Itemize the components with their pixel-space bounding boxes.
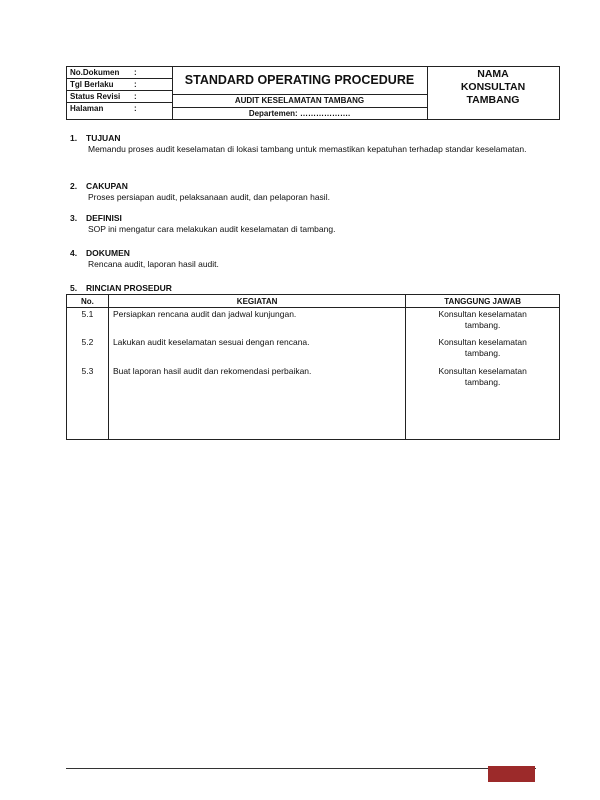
- meta-row-revision: Status Revisi :: [67, 91, 172, 103]
- section-heading: TUJUAN: [86, 133, 121, 143]
- section-cakupan: 2. CAKUPAN Proses persiapan audit, pelaksanaan audit, dan pelaporan hasil.: [70, 181, 548, 203]
- section-definisi: 3. DEFINISI SOP ini mengatur cara melakukan audit keselamatan di tambang.: [70, 213, 548, 235]
- row-activity: Buat laporan hasil audit dan rekomendasi perbaikan.: [108, 365, 405, 393]
- column-header-no: No.: [67, 295, 109, 308]
- document-title-block: [172, 67, 428, 119]
- section-heading: DOKUMEN: [86, 248, 130, 258]
- table-row-empty: [67, 393, 560, 440]
- row-number: 5.1: [67, 308, 109, 337]
- footer-accent-box: [488, 766, 535, 782]
- section-body: SOP ini mengatur cara melakukan audit keselamatan di tambang.: [88, 224, 336, 234]
- section-heading: DEFINISI: [86, 213, 122, 223]
- department-field: Departemen: ……………….: [248, 109, 351, 118]
- table-header-row: [67, 295, 560, 308]
- table-row: [67, 336, 560, 364]
- section-body: Memandu proses audit keselamatan di lokasi tambang untuk memastikan kepatuhan terhadap standar keselamatan.: [88, 144, 527, 154]
- section-rincian-prosedur: 5. RINCIAN PROSEDUR: [70, 283, 172, 293]
- row-responsibility: Konsultan keselamatan tambang.: [406, 308, 560, 337]
- section-body: Rencana audit, laporan hasil audit.: [88, 259, 219, 269]
- column-header-responsibility: TANGGUNG JAWAB: [406, 295, 560, 308]
- section-body: Proses persiapan audit, pelaksanaan audit, dan pelaporan hasil.: [88, 192, 330, 202]
- column-header-activity: KEGIATAN: [108, 295, 405, 308]
- document-title: STANDARD OPERATING PROCEDURE: [172, 67, 427, 95]
- table-row: [67, 308, 560, 337]
- footer-divider: [66, 768, 536, 769]
- meta-row-page: Halaman :: [70, 104, 137, 113]
- table-row: [67, 365, 560, 393]
- section-heading: RINCIAN PROSEDUR: [86, 283, 172, 293]
- company-name: NAMA KONSULTAN TAMBANG: [460, 68, 526, 106]
- meta-row-effective-date: Tgl Berlaku :: [67, 79, 172, 91]
- section-dokumen: 4. DOKUMEN Rencana audit, laporan hasil audit.: [70, 248, 548, 270]
- row-number: 5.3: [67, 365, 109, 393]
- document-meta: [67, 67, 173, 119]
- document-subtitle: AUDIT KESELAMATAN TAMBANG: [172, 95, 427, 108]
- row-responsibility: Konsultan keselamatan tambang.: [406, 365, 560, 393]
- procedure-table: [66, 294, 560, 440]
- section-tujuan: 1. TUJUAN Memandu proses audit keselamatan di lokasi tambang untuk memastikan kepatuhan terhadap standar keselamatan.: [70, 133, 548, 155]
- section-heading: CAKUPAN: [86, 181, 128, 191]
- meta-row-doc-number: No.Dokumen :: [67, 67, 172, 79]
- document-header: [66, 66, 560, 120]
- row-number: 5.2: [67, 336, 109, 364]
- row-activity: Persiapkan rencana audit dan jadwal kunjungan.: [108, 308, 405, 337]
- row-activity: Lakukan audit keselamatan sesuai dengan rencana.: [108, 336, 405, 364]
- row-responsibility: Konsultan keselamatan tambang.: [406, 336, 560, 364]
